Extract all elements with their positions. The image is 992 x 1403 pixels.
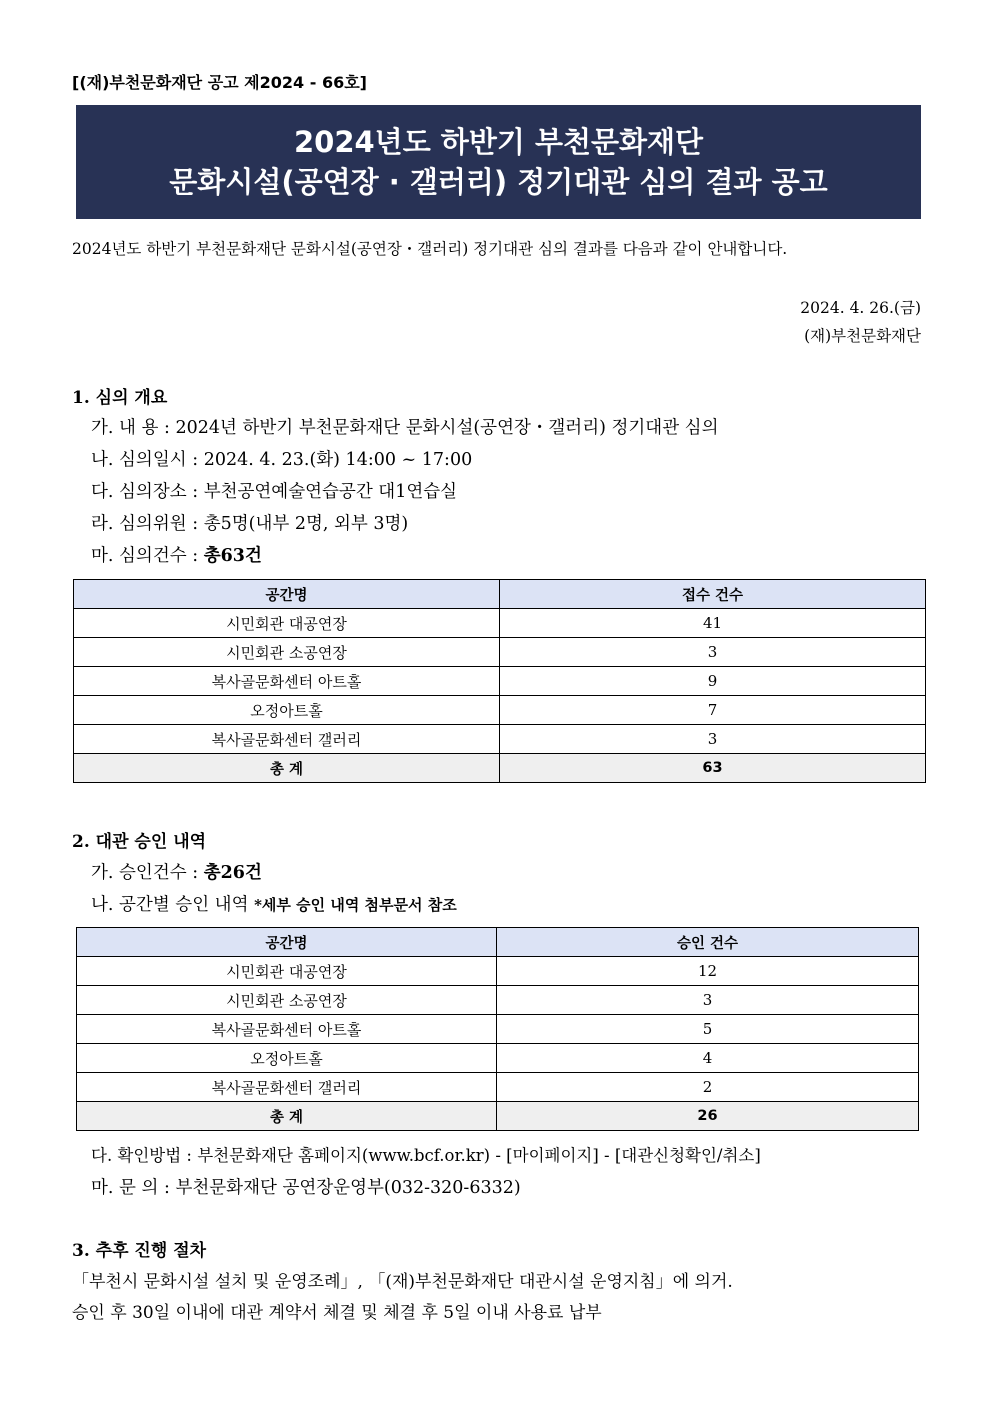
item-label: 나. 공간별 승인 내역 — [91, 895, 249, 915]
table-cell: 오정아트홀 — [74, 696, 500, 725]
table-cell: 3 — [497, 986, 919, 1015]
table-row — [74, 667, 926, 696]
procedure-line-1: 「부천시 문화시설 설치 및 운영조례」, 「(재)부천문화재단 대관시설 운영지침」에 의거. — [72, 1272, 733, 1292]
table-cell: 7 — [500, 696, 926, 725]
section-3-heading: 3. 추후 진행 절차 — [72, 1241, 207, 1261]
review-members-line — [91, 510, 408, 535]
table-cell: 63 — [500, 754, 926, 783]
table-cell: 41 — [500, 609, 926, 638]
review-datetime-line — [91, 446, 472, 471]
item-label: 마. 심의건수 : — [91, 546, 199, 566]
approval-count-line — [91, 859, 262, 884]
table-header: 승인 건수 — [497, 928, 919, 957]
table-cell: 2 — [497, 1073, 919, 1102]
item-label: 다. 확인방법 : — [91, 1146, 192, 1165]
table-cell: 복사골문화센터 아트홀 — [77, 1015, 497, 1044]
application-count-table — [73, 579, 926, 783]
review-content-line — [91, 414, 719, 439]
item-value: 부천공연예술연습공간 대1연습실 — [203, 482, 458, 502]
table-row — [77, 1015, 919, 1044]
table-total-row — [77, 1102, 919, 1131]
item-label: 마. 문 의 : — [91, 1178, 170, 1198]
title-line-2: 문화시설(공연장 · 갤러리) 정기대관 심의 결과 공고 — [169, 165, 828, 199]
table-cell: 시민회관 소공연장 — [74, 638, 500, 667]
section-2-heading: 2. 대관 승인 내역 — [72, 832, 207, 852]
table-row — [74, 696, 926, 725]
review-place-line — [91, 478, 457, 503]
table-cell: 총 계 — [77, 1102, 497, 1131]
table-cell: 26 — [497, 1102, 919, 1131]
table-row — [77, 986, 919, 1015]
item-label: 나. 심의일시 : — [91, 450, 199, 470]
item-value: 총63건 — [203, 546, 262, 566]
table-header: 접수 건수 — [500, 580, 926, 609]
table-cell: 오정아트홀 — [77, 1044, 497, 1073]
item-label: 가. 승인건수 : — [91, 863, 199, 883]
item-value: 2024. 4. 23.(화) 14:00 ~ 17:00 — [203, 450, 473, 470]
item-label: 가. 내 용 : — [91, 418, 170, 438]
item-label: 라. 심의위원 : — [91, 514, 199, 534]
table-cell: 복사골문화센터 갤러리 — [77, 1073, 497, 1102]
notice-number: [(재)부천문화재단 공고 제2024 - 66호] — [72, 73, 367, 92]
organization-name: (재)부천문화재단 — [804, 327, 921, 345]
item-label: 다. 심의장소 : — [91, 482, 199, 502]
table-cell: 시민회관 대공연장 — [74, 609, 500, 638]
table-cell: 3 — [500, 725, 926, 754]
approval-by-space-line — [91, 891, 457, 916]
table-cell: 복사골문화센터 아트홀 — [74, 667, 500, 696]
attachment-note: *세부 승인 내역 첨부문서 참조 — [254, 896, 457, 914]
item-value: 부천문화재단 홈페이지(www.bcf.or.kr) - [마이페이지] - [대관신청확인/취소] — [197, 1146, 761, 1165]
table-row — [74, 638, 926, 667]
intro-text: 2024년도 하반기 부천문화재단 문화시설(공연장・갤러리) 정기대관 심의 결과를 다음과 같이 안내합니다. — [72, 240, 788, 258]
table-row — [77, 1044, 919, 1073]
approval-count-table — [76, 927, 919, 1131]
check-method-line — [91, 1142, 761, 1166]
table-cell: 3 — [500, 638, 926, 667]
table-cell: 복사골문화센터 갤러리 — [74, 725, 500, 754]
table-row — [77, 957, 919, 986]
title-banner — [76, 105, 921, 219]
item-value: 총5명(내부 2명, 외부 3명) — [203, 514, 409, 534]
table-cell: 12 — [497, 957, 919, 986]
procedure-line-2: 승인 후 30일 이내에 대관 계약서 체결 및 체결 후 5일 이내 사용료 납부 — [72, 1303, 602, 1323]
item-value: 2024년 하반기 부천문화재단 문화시설(공연장・갤러리) 정기대관 심의 — [175, 418, 719, 438]
table-total-row — [74, 754, 926, 783]
table-header: 공간명 — [74, 580, 500, 609]
table-row — [77, 1073, 919, 1102]
table-row — [74, 725, 926, 754]
inquiry-line — [91, 1174, 521, 1199]
notice-date: 2024. 4. 26.(금) — [800, 299, 921, 317]
table-cell: 시민회관 소공연장 — [77, 986, 497, 1015]
title-line-1: 2024년도 하반기 부천문화재단 — [293, 125, 704, 159]
table-header: 공간명 — [77, 928, 497, 957]
table-cell: 시민회관 대공연장 — [77, 957, 497, 986]
item-value: 총26건 — [203, 863, 262, 883]
item-value: 부천문화재단 공연장운영부(032-320-6332) — [175, 1178, 521, 1198]
section-1-heading: 1. 심의 개요 — [72, 388, 168, 408]
table-cell: 4 — [497, 1044, 919, 1073]
table-cell: 총 계 — [74, 754, 500, 783]
review-count-line — [91, 542, 262, 567]
table-cell: 5 — [497, 1015, 919, 1044]
table-row — [74, 609, 926, 638]
table-cell: 9 — [500, 667, 926, 696]
